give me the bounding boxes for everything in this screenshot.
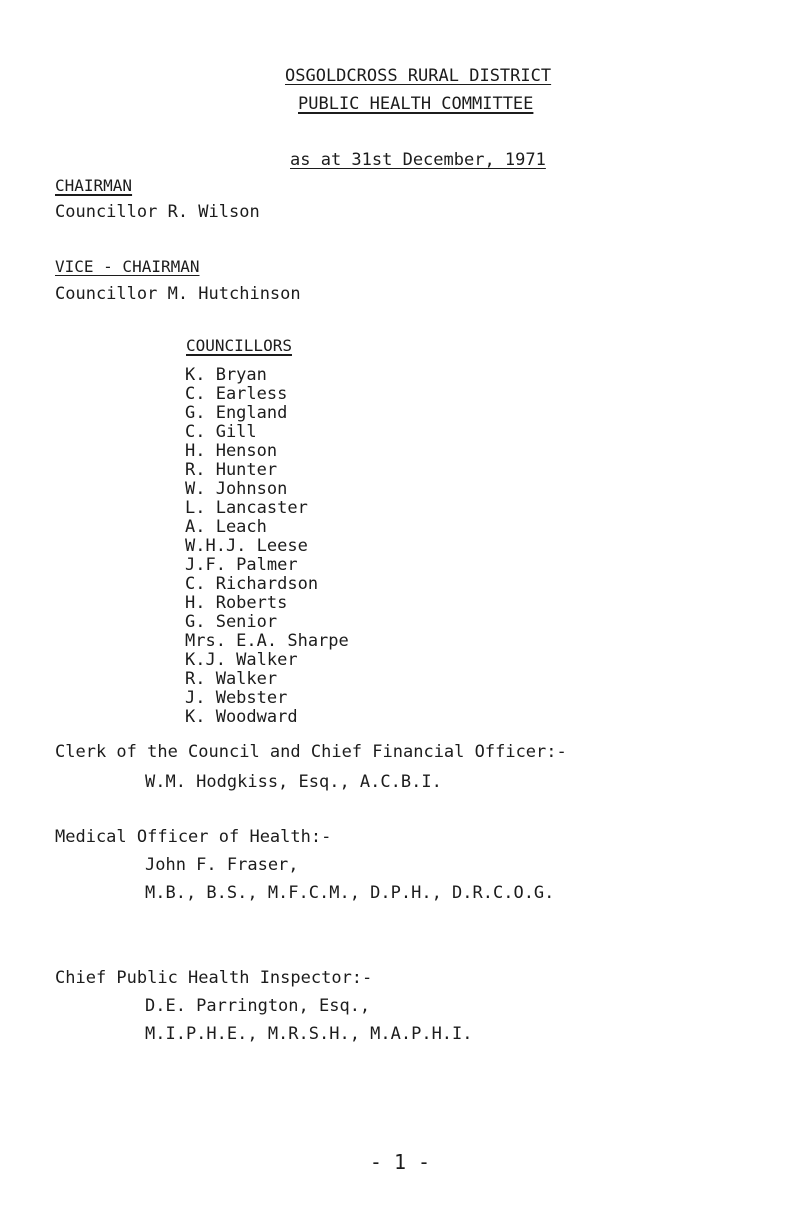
list-item: C. Gill xyxy=(185,422,257,442)
medical-officer-name: John F. Fraser, xyxy=(145,855,299,875)
district-title: OSGOLDCROSS RURAL DISTRICT xyxy=(285,66,552,86)
vice-chairman-name: Councillor M. Hutchinson xyxy=(55,284,301,304)
list-item: J. Webster xyxy=(185,688,288,708)
list-item: G. England xyxy=(185,403,288,423)
vice-chairman-heading: VICE - CHAIRMAN xyxy=(55,257,200,276)
committee-title: PUBLIC HEALTH COMMITTEE xyxy=(298,94,534,114)
councillors-heading: COUNCILLORS xyxy=(186,336,292,355)
inspector-name: D.E. Parrington, Esq., xyxy=(145,996,371,1016)
list-item: L. Lancaster xyxy=(185,498,308,518)
list-item: R. Hunter xyxy=(185,460,278,480)
list-item: G. Senior xyxy=(185,612,278,632)
inspector-title: Chief Public Health Inspector:- xyxy=(55,968,373,988)
list-item: W.H.J. Leese xyxy=(185,536,308,556)
chairman-heading: CHAIRMAN xyxy=(55,176,133,195)
medical-officer-title: Medical Officer of Health:- xyxy=(55,827,332,847)
chairman-name: Councillor R. Wilson xyxy=(55,202,260,222)
list-item: K. Bryan xyxy=(185,365,267,385)
list-item: A. Leach xyxy=(185,517,267,537)
list-item: R. Walker xyxy=(185,669,278,689)
councillor-list xyxy=(185,366,349,727)
list-item: H. Roberts xyxy=(185,593,288,613)
list-item: K.J. Walker xyxy=(185,650,298,670)
date-line: as at 31st December, 1971 xyxy=(290,150,546,170)
list-item: C. Richardson xyxy=(185,574,319,594)
list-item: H. Henson xyxy=(185,441,278,461)
clerk-name: W.M. Hodgkiss, Esq., A.C.B.I. xyxy=(145,772,442,792)
medical-officer-qualifications: M.B., B.S., M.F.C.M., D.P.H., D.R.C.O.G. xyxy=(145,883,555,903)
inspector-qualifications: M.I.P.H.E., M.R.S.H., M.A.P.H.I. xyxy=(145,1024,473,1044)
list-item: W. Johnson xyxy=(185,479,288,499)
list-item: K. Woodward xyxy=(185,707,298,727)
clerk-title: Clerk of the Council and Chief Financial Officer:- xyxy=(55,742,567,762)
list-item: J.F. Palmer xyxy=(185,555,298,575)
list-item: C. Earless xyxy=(185,384,288,404)
page-number: - 1 - xyxy=(369,1150,431,1174)
list-item: Mrs. E.A. Sharpe xyxy=(185,631,349,651)
